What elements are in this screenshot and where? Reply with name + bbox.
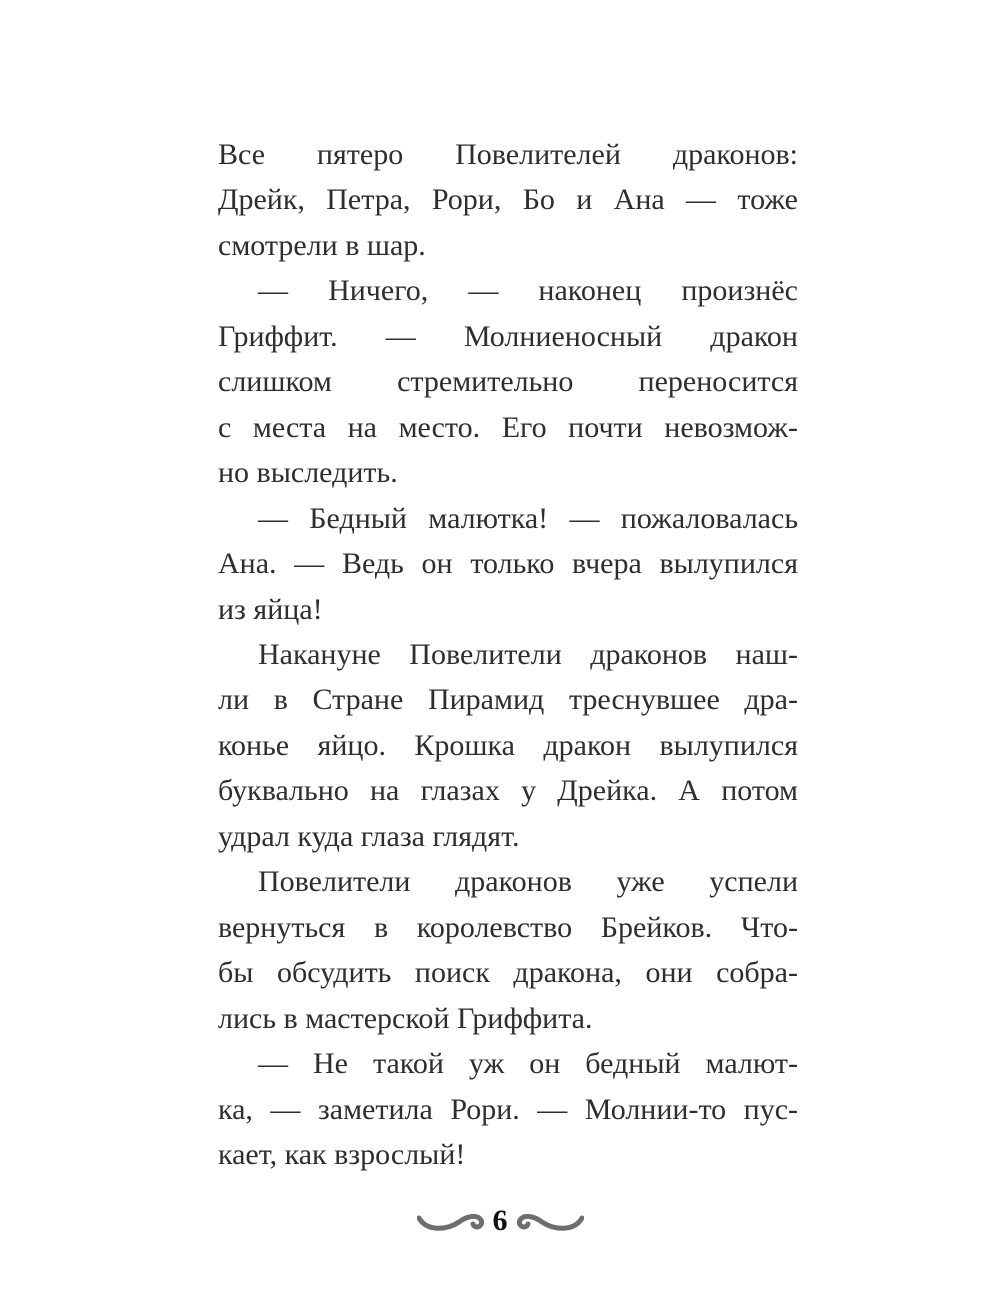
text-line: ка, — заметила Рори. — Молнии-то пус- [218, 1092, 798, 1126]
text-line: с места на место. Его почти невозмож- [218, 410, 798, 444]
text-line: буквально на глазах у Дрейка. А потом [218, 774, 798, 808]
text-line: удрал куда глаза глядят. [218, 819, 520, 853]
text-line: — Не такой уж он бедный малют- [258, 1047, 798, 1081]
text-line: смотрели в шар. [218, 228, 426, 262]
text-line: Все пятеро Повелителей драконов: [218, 138, 798, 171]
text-line: конье яйцо. Крошка дракон вылупился [218, 728, 798, 762]
text-line: вернуться в королевство Брейков. Что- [218, 910, 798, 944]
text-line: Дрейк, Петра, Рори, Бо и Ана — тоже [218, 183, 798, 217]
text-line: кает, как взрослый! [218, 1137, 466, 1171]
text-line: лись в мастерской Гриффита. [218, 1001, 593, 1035]
text-line: — Бедный малютка! — пожаловалась [258, 501, 798, 535]
page-number: 6 [492, 1204, 508, 1237]
text-line: Ана. — Ведь он только вчера вылупился [218, 547, 798, 581]
text-line: из яйца! [218, 592, 323, 626]
text-line: Накануне Повелители драконов наш- [258, 637, 798, 671]
right-swash-ornament-icon [514, 1206, 584, 1236]
text-line: Гриффит. — Молниеносный дракон [218, 319, 798, 353]
text-line: Повелители драконов уже успели [258, 865, 798, 899]
text-line: ли в Стране Пирамид треснувшее дра- [218, 683, 798, 717]
text-line: слишком стремительно переносится [218, 365, 798, 399]
text-line: бы обсудить поиск дракона, они собра- [218, 956, 798, 990]
page-footer [400, 1196, 600, 1246]
body-text [218, 132, 798, 1177]
text-line: — Ничего, — наконец произнёс [258, 274, 798, 308]
text-line: но выследить. [218, 456, 398, 490]
left-swash-ornament-icon [417, 1206, 487, 1236]
